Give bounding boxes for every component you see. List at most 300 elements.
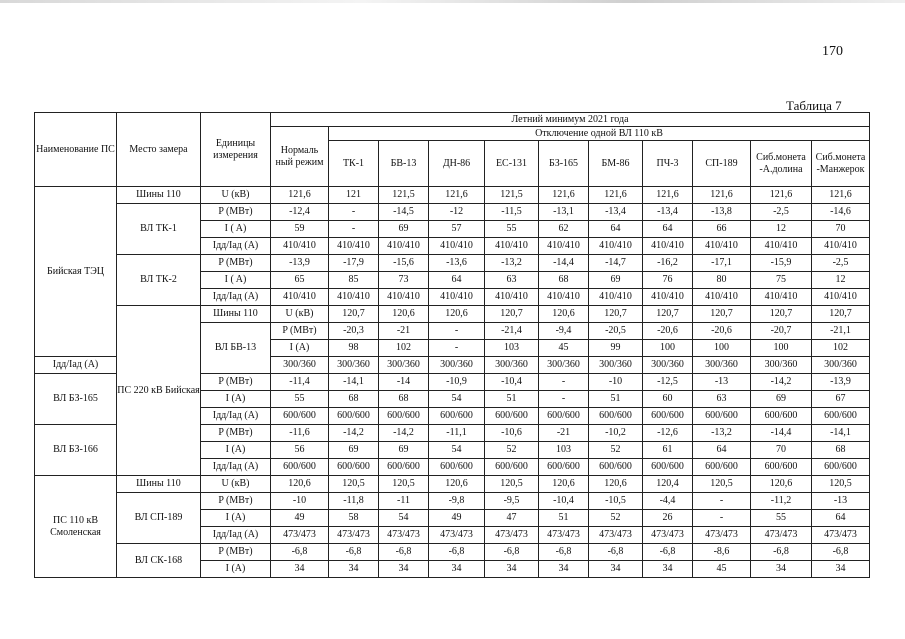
value-cell: -13,9 (812, 374, 870, 391)
value-cell: -13,1 (539, 204, 589, 221)
value-cell: 120,6 (429, 476, 485, 493)
unit-cell: Iдд/Iад (А) (201, 459, 271, 476)
value-cell: 120,5 (812, 476, 870, 493)
value-cell: 473/473 (812, 527, 870, 544)
value-cell: - (329, 204, 379, 221)
value-cell: 300/360 (589, 357, 643, 374)
value-cell: 410/410 (271, 289, 329, 306)
value-cell: -11,2 (751, 493, 812, 510)
value-cell: -20,3 (329, 323, 379, 340)
value-cell: -12,4 (271, 204, 329, 221)
value-cell: 120,7 (812, 306, 870, 323)
location-cell: Шины 110 (201, 306, 271, 323)
value-cell: 64 (589, 221, 643, 238)
value-cell: 98 (329, 340, 379, 357)
value-cell: 26 (643, 510, 693, 527)
value-cell: -9,8 (429, 493, 485, 510)
value-cell: 473/473 (539, 527, 589, 544)
value-cell: 75 (751, 272, 812, 289)
value-cell: 410/410 (329, 289, 379, 306)
value-cell: 410/410 (812, 238, 870, 255)
value-cell: 410/410 (539, 289, 589, 306)
value-cell: 64 (812, 510, 870, 527)
value-cell: 121,6 (643, 187, 693, 204)
value-cell: -14,1 (812, 425, 870, 442)
value-cell: 34 (485, 561, 539, 578)
header-col-9: Сиб.монета -А.долина (751, 141, 812, 187)
value-cell: -13,6 (429, 255, 485, 272)
value-cell: - (429, 323, 485, 340)
header-col-7: ПЧ-3 (643, 141, 693, 187)
value-cell: 410/410 (329, 238, 379, 255)
value-cell: 34 (643, 561, 693, 578)
value-cell: -13,2 (693, 425, 751, 442)
unit-cell: P (МВт) (201, 255, 271, 272)
value-cell: 300/360 (751, 357, 812, 374)
value-cell: 120,7 (329, 306, 379, 323)
value-cell: 300/360 (271, 357, 329, 374)
value-cell: 600/600 (429, 408, 485, 425)
value-cell: 600/600 (539, 408, 589, 425)
value-cell: -11,8 (329, 493, 379, 510)
value-cell: -17,1 (693, 255, 751, 272)
header-outage-group: Отключение одной ВЛ 110 кВ (329, 127, 870, 141)
value-cell: 473/473 (643, 527, 693, 544)
value-cell: 34 (429, 561, 485, 578)
value-cell: 121 (329, 187, 379, 204)
value-cell: 69 (751, 391, 812, 408)
value-cell: 64 (643, 221, 693, 238)
value-cell: 600/600 (812, 408, 870, 425)
value-cell: 120,7 (643, 306, 693, 323)
value-cell: 54 (379, 510, 429, 527)
header-col-4: ЕС-131 (485, 141, 539, 187)
value-cell: 410/410 (429, 289, 485, 306)
value-cell: 99 (589, 340, 643, 357)
value-cell: -13,2 (485, 255, 539, 272)
value-cell: 34 (812, 561, 870, 578)
value-cell: 410/410 (539, 238, 589, 255)
value-cell: -16,2 (643, 255, 693, 272)
value-cell: -6,8 (485, 544, 539, 561)
table-row (35, 204, 870, 221)
value-cell: 600/600 (589, 408, 643, 425)
value-cell: 410/410 (589, 289, 643, 306)
value-cell: - (693, 510, 751, 527)
value-cell: -6,8 (751, 544, 812, 561)
value-cell: 473/473 (751, 527, 812, 544)
header-col-8: СП-189 (693, 141, 751, 187)
value-cell: -8,6 (693, 544, 751, 561)
value-cell: -14,5 (379, 204, 429, 221)
value-cell: -6,8 (589, 544, 643, 561)
location-cell: ВЛ ТК-1 (117, 204, 201, 255)
value-cell: 410/410 (643, 238, 693, 255)
value-cell: -12 (429, 204, 485, 221)
value-cell: 120,6 (589, 476, 643, 493)
value-cell: -11,1 (429, 425, 485, 442)
value-cell: 410/410 (589, 238, 643, 255)
value-cell: 54 (429, 442, 485, 459)
value-cell: 56 (271, 442, 329, 459)
value-cell: -17,9 (329, 255, 379, 272)
header-units: Единицы измерения (201, 113, 271, 187)
value-cell: 300/360 (812, 357, 870, 374)
header-col-6: БМ-86 (589, 141, 643, 187)
value-cell: 34 (379, 561, 429, 578)
value-cell: -12,5 (643, 374, 693, 391)
value-cell: 70 (812, 221, 870, 238)
value-cell: -20,6 (693, 323, 751, 340)
value-cell: 69 (379, 221, 429, 238)
value-cell: 100 (643, 340, 693, 357)
value-cell: 51 (485, 391, 539, 408)
value-cell: 600/600 (589, 459, 643, 476)
value-cell: 34 (329, 561, 379, 578)
table-caption: Таблица 7 (786, 98, 842, 113)
value-cell: -10,2 (589, 425, 643, 442)
location-cell: ВЛ СП-189 (117, 493, 201, 544)
value-cell: 120,6 (751, 476, 812, 493)
value-cell: -14,2 (379, 425, 429, 442)
value-cell: 69 (379, 442, 429, 459)
value-cell: -14,6 (812, 204, 870, 221)
value-cell: 51 (539, 510, 589, 527)
value-cell: -15,9 (751, 255, 812, 272)
value-cell: -20,7 (751, 323, 812, 340)
location-cell: ВЛ БЗ-165 (35, 374, 117, 425)
value-cell: 85 (329, 272, 379, 289)
value-cell: 12 (751, 221, 812, 238)
value-cell: 121,6 (812, 187, 870, 204)
value-cell: -6,8 (539, 544, 589, 561)
value-cell: -14 (379, 374, 429, 391)
value-cell: 121,6 (589, 187, 643, 204)
unit-cell: I (А) (201, 442, 271, 459)
value-cell: -13,9 (271, 255, 329, 272)
value-cell: -14,2 (751, 374, 812, 391)
value-cell: - (693, 493, 751, 510)
value-cell: 473/473 (271, 527, 329, 544)
value-cell: -11,5 (485, 204, 539, 221)
unit-cell: I (А) (271, 340, 329, 357)
value-cell: -2,5 (812, 255, 870, 272)
value-cell: 55 (271, 391, 329, 408)
value-cell: 121,6 (539, 187, 589, 204)
value-cell: - (539, 391, 589, 408)
unit-cell: P (МВт) (201, 374, 271, 391)
value-cell: 410/410 (379, 238, 429, 255)
value-cell: 600/600 (812, 459, 870, 476)
unit-cell: I (А) (201, 561, 271, 578)
value-cell: 63 (485, 272, 539, 289)
value-cell: 51 (589, 391, 643, 408)
value-cell: 600/600 (485, 408, 539, 425)
value-cell: 121,6 (271, 187, 329, 204)
value-cell: 45 (693, 561, 751, 578)
value-cell: -11,6 (271, 425, 329, 442)
value-cell: -15,6 (379, 255, 429, 272)
value-cell: 600/600 (751, 459, 812, 476)
unit-cell: I ( A) (201, 221, 271, 238)
header-season: Летний минимум 2021 года (271, 113, 870, 127)
value-cell: -13,8 (693, 204, 751, 221)
value-cell: 76 (643, 272, 693, 289)
value-cell: -21,1 (812, 323, 870, 340)
unit-cell: P (МВт) (201, 493, 271, 510)
value-cell: 300/360 (643, 357, 693, 374)
value-cell: 121,5 (379, 187, 429, 204)
value-cell: 34 (271, 561, 329, 578)
value-cell: 61 (643, 442, 693, 459)
value-cell: -20,6 (643, 323, 693, 340)
value-cell: 120,6 (379, 306, 429, 323)
value-cell: 410/410 (379, 289, 429, 306)
value-cell: -10,5 (589, 493, 643, 510)
unit-cell: U (кВ) (201, 476, 271, 493)
value-cell: 62 (539, 221, 589, 238)
value-cell: -10,9 (429, 374, 485, 391)
value-cell: 410/410 (751, 238, 812, 255)
value-cell: 65 (271, 272, 329, 289)
value-cell: 473/473 (429, 527, 485, 544)
value-cell: 80 (693, 272, 751, 289)
value-cell: -6,8 (329, 544, 379, 561)
unit-cell: Iдд/Iад (А) (201, 238, 271, 255)
location-cell: ВЛ СК-168 (117, 544, 201, 578)
value-cell: -10,4 (539, 493, 589, 510)
value-cell: -6,8 (643, 544, 693, 561)
unit-cell: U (кВ) (271, 306, 329, 323)
value-cell: -21 (539, 425, 589, 442)
unit-cell: P (МВт) (201, 544, 271, 561)
unit-cell: I (А) (201, 510, 271, 527)
value-cell: -13 (693, 374, 751, 391)
value-cell: 66 (693, 221, 751, 238)
value-cell: 473/473 (693, 527, 751, 544)
value-cell: 100 (751, 340, 812, 357)
data-table (34, 112, 870, 578)
scan-edge-artifact (0, 0, 905, 3)
value-cell: 67 (812, 391, 870, 408)
value-cell: 120,5 (329, 476, 379, 493)
value-cell: 103 (485, 340, 539, 357)
value-cell: -20,5 (589, 323, 643, 340)
value-cell: -4,4 (643, 493, 693, 510)
value-cell: 120,4 (643, 476, 693, 493)
value-cell: -14,4 (751, 425, 812, 442)
value-cell: 59 (271, 221, 329, 238)
value-cell: 47 (485, 510, 539, 527)
value-cell: 102 (379, 340, 429, 357)
value-cell: 34 (751, 561, 812, 578)
value-cell: 120,6 (271, 476, 329, 493)
unit-cell: U (кВ) (201, 187, 271, 204)
value-cell: 300/360 (485, 357, 539, 374)
value-cell: 120,7 (485, 306, 539, 323)
ps-name-cell: ПС 220 кВ Бийская (117, 306, 201, 476)
value-cell: 45 (539, 340, 589, 357)
value-cell: 600/600 (643, 459, 693, 476)
location-cell: ВЛ БЗ-166 (35, 425, 117, 476)
value-cell: 120,5 (379, 476, 429, 493)
value-cell: 410/410 (485, 238, 539, 255)
value-cell: 600/600 (379, 459, 429, 476)
value-cell: 102 (812, 340, 870, 357)
value-cell: 473/473 (329, 527, 379, 544)
value-cell: 120,6 (539, 306, 589, 323)
header-col-1: ТК-1 (329, 141, 379, 187)
value-cell: - (429, 340, 485, 357)
table-row (35, 255, 870, 272)
value-cell: 120,5 (485, 476, 539, 493)
value-cell: 69 (329, 442, 379, 459)
value-cell: 410/410 (271, 238, 329, 255)
value-cell: -10 (271, 493, 329, 510)
value-cell: 68 (329, 391, 379, 408)
value-cell: 69 (589, 272, 643, 289)
value-cell: -14,4 (539, 255, 589, 272)
value-cell: -14,1 (329, 374, 379, 391)
unit-cell: P (МВт) (201, 425, 271, 442)
header-col-2: БВ-13 (379, 141, 429, 187)
value-cell: 121,6 (693, 187, 751, 204)
value-cell: 410/410 (643, 289, 693, 306)
value-cell: 12 (812, 272, 870, 289)
value-cell: -10 (589, 374, 643, 391)
value-cell: -6,8 (271, 544, 329, 561)
value-cell: 410/410 (751, 289, 812, 306)
value-cell: - (329, 221, 379, 238)
location-cell: Шины 110 (117, 476, 201, 493)
value-cell: 410/410 (429, 238, 485, 255)
value-cell: -13,4 (589, 204, 643, 221)
value-cell: 34 (539, 561, 589, 578)
value-cell: 600/600 (429, 459, 485, 476)
value-cell: 600/600 (693, 459, 751, 476)
unit-cell: Iдд/Iад (А) (201, 527, 271, 544)
value-cell: -11,4 (271, 374, 329, 391)
location-cell: Шины 110 (117, 187, 201, 204)
value-cell: 473/473 (379, 527, 429, 544)
value-cell: 57 (429, 221, 485, 238)
value-cell: -9,4 (539, 323, 589, 340)
value-cell: 410/410 (693, 238, 751, 255)
value-cell: 120,6 (429, 306, 485, 323)
unit-cell: Iдд/Iад (А) (201, 289, 271, 306)
value-cell: 600/600 (485, 459, 539, 476)
value-cell: 49 (271, 510, 329, 527)
value-cell: 68 (379, 391, 429, 408)
value-cell: 600/600 (643, 408, 693, 425)
value-cell: 473/473 (589, 527, 643, 544)
value-cell: 55 (751, 510, 812, 527)
value-cell: 68 (812, 442, 870, 459)
value-cell: 120,6 (539, 476, 589, 493)
value-cell: 600/600 (329, 408, 379, 425)
value-cell: 473/473 (485, 527, 539, 544)
value-cell: 120,7 (751, 306, 812, 323)
value-cell: 64 (429, 272, 485, 289)
value-cell: -14,2 (329, 425, 379, 442)
value-cell: 410/410 (485, 289, 539, 306)
value-cell: -9,5 (485, 493, 539, 510)
value-cell: -21,4 (485, 323, 539, 340)
value-cell: -13,4 (643, 204, 693, 221)
value-cell: 300/360 (693, 357, 751, 374)
value-cell: 600/600 (751, 408, 812, 425)
table-row (35, 493, 870, 510)
header-col-5: БЗ-165 (539, 141, 589, 187)
value-cell: 52 (589, 442, 643, 459)
value-cell: 600/600 (379, 408, 429, 425)
value-cell: -11 (379, 493, 429, 510)
value-cell: -2,5 (751, 204, 812, 221)
value-cell: -21 (379, 323, 429, 340)
value-cell: 100 (693, 340, 751, 357)
unit-cell: P (МВт) (271, 323, 329, 340)
value-cell: 300/360 (539, 357, 589, 374)
value-cell: 73 (379, 272, 429, 289)
value-cell: 68 (539, 272, 589, 289)
value-cell: 63 (693, 391, 751, 408)
value-cell: -14,7 (589, 255, 643, 272)
value-cell: 70 (751, 442, 812, 459)
value-cell: 121,6 (429, 187, 485, 204)
value-cell: 121,6 (751, 187, 812, 204)
value-cell: - (539, 374, 589, 391)
header-location: Место замера (117, 113, 201, 187)
header-normal-mode: Нормаль ный режим (271, 127, 329, 187)
value-cell: 103 (539, 442, 589, 459)
value-cell: 52 (485, 442, 539, 459)
location-cell: ВЛ ТК-2 (117, 255, 201, 306)
value-cell: 300/360 (329, 357, 379, 374)
unit-cell: I (А) (201, 391, 271, 408)
value-cell: 300/360 (429, 357, 485, 374)
value-cell: 120,5 (693, 476, 751, 493)
value-cell: 58 (329, 510, 379, 527)
value-cell: 52 (589, 510, 643, 527)
value-cell: -10,4 (485, 374, 539, 391)
value-cell: 120,7 (589, 306, 643, 323)
value-cell: -6,8 (812, 544, 870, 561)
value-cell: -10,6 (485, 425, 539, 442)
value-cell: 55 (485, 221, 539, 238)
value-cell: -6,8 (429, 544, 485, 561)
value-cell: 300/360 (379, 357, 429, 374)
page-number: 170 (822, 44, 843, 59)
location-cell: ВЛ БВ-13 (201, 323, 271, 374)
value-cell: 600/600 (329, 459, 379, 476)
value-cell: -13 (812, 493, 870, 510)
unit-cell: I ( A) (201, 272, 271, 289)
value-cell: 54 (429, 391, 485, 408)
ps-name-cell: Бийская ТЭЦ (35, 187, 117, 357)
value-cell: 34 (589, 561, 643, 578)
value-cell: 600/600 (271, 408, 329, 425)
table-row (35, 187, 870, 204)
unit-cell: P (МВт) (201, 204, 271, 221)
value-cell: 600/600 (539, 459, 589, 476)
header-ps: Наименование ПС (35, 113, 117, 187)
table-row (35, 476, 870, 493)
unit-cell: Iдд/Iад (А) (35, 357, 117, 374)
table-row (35, 544, 870, 561)
value-cell: 600/600 (693, 408, 751, 425)
value-cell: -6,8 (379, 544, 429, 561)
value-cell: 49 (429, 510, 485, 527)
